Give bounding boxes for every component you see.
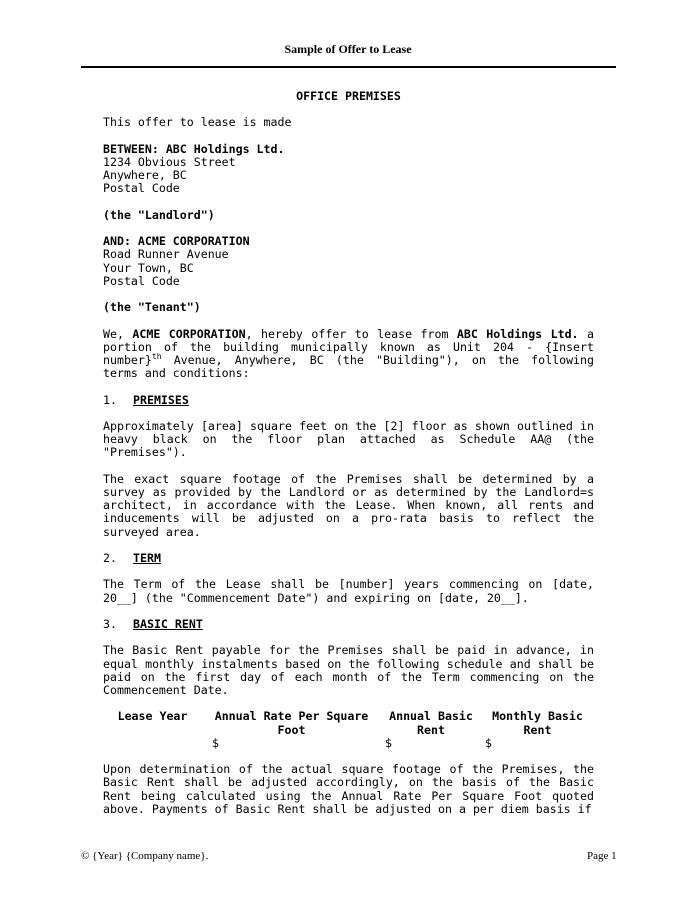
section-heading-premises: 1. PREMISES <box>103 392 189 407</box>
section-heading-term: 2. TERM <box>103 550 161 565</box>
landlord-name: ABC Holdings Ltd. <box>456 326 579 341</box>
section-heading-basic-rent: 3. BASIC RENT <box>103 616 203 631</box>
table-cell <box>103 737 202 750</box>
section-paragraph: The exact square footage of the Premises shall be determined by a survey as provided by the Landlord or as determined by the Landlord=s architect, in accordance with the Lease. When known, all rents and inducements will be adjusted on a pro-rata basis to reflect the surveyed area. <box>103 471 594 539</box>
rent-schedule-table <box>103 710 594 750</box>
page-header-title: Sample of Offer to Lease <box>284 42 412 56</box>
address-line: Your Town, BC <box>103 260 194 275</box>
section-paragraph: The Basic Rent payable for the Premises shall be paid in advance, in equal monthly instalments based on the following schedule and shall be paid on the first day of each month of the Term commencing on the Commencement Date. <box>103 643 594 697</box>
address-line: 1234 Obvious Street <box>103 154 236 169</box>
address-line: Postal Code <box>103 181 180 196</box>
intro-line: This offer to lease is made <box>103 115 292 130</box>
table-cell: $ <box>485 735 492 750</box>
section-title: TERM <box>133 550 161 565</box>
column-header: Annual Basic Rent <box>389 709 473 737</box>
address-line: Anywhere, BC <box>103 168 187 183</box>
column-header: Monthly Basic Rent <box>492 709 583 737</box>
column-header: Annual Rate Per Square Foot <box>214 709 369 737</box>
section-title: BASIC RENT <box>133 616 203 631</box>
section-paragraph: The Term of the Lease shall be [number] years commencing on [date, 20__] (the "Commencement Date") and expiring on [date, 20__]. <box>103 577 594 605</box>
offer-paragraph: We, ACME CORPORATION, hereby offer to lease from ABC Holdings Ltd. a portion of the building municipally known as Unit 204 - {Insert number}$^{th}$ Avenue, Anywhere, BC (the "Building"), on the following terms and conditions: <box>103 326 594 381</box>
header-divider <box>81 66 616 68</box>
footer-page-number: Page 1 <box>587 850 617 862</box>
table-cell: $ <box>212 735 219 750</box>
tenant-address <box>103 235 594 288</box>
footer-copyright: © {Year} {Company name}. <box>81 850 209 862</box>
section-title: PREMISES <box>133 392 189 407</box>
table-row <box>103 737 594 750</box>
address-line: Road Runner Avenue <box>103 247 229 262</box>
landlord-role: (the "Landlord") <box>103 207 215 222</box>
closing-paragraph: Upon determination of the actual square footage of the Premises, the Basic Rent shall be adjusted accordingly, on the basis of the Basic Rent being calculated using the Annual Rate Per Square Foot quoted above. Payments of Basic Rent shall be adjusted on a per diem basis if <box>103 762 594 816</box>
address-line: Postal Code <box>103 273 180 288</box>
tenant-role: (the "Tenant") <box>103 300 201 315</box>
table-cell: $ <box>385 735 392 750</box>
document-title: OFFICE PREMISES <box>296 89 401 103</box>
tenant-label: AND: ACME CORPORATION <box>103 234 250 249</box>
table-header-row <box>103 710 594 736</box>
landlord-label: BETWEEN: ABC Holdings Ltd. <box>103 141 285 156</box>
section-paragraph: Approximately [area] square feet on the [2] floor as shown outlined in heavy black on the floor plan attached as Schedule AA@ (the "Premises"). <box>103 418 594 460</box>
column-header: Lease Year <box>117 709 188 724</box>
tenant-name: ACME CORPORATION <box>132 326 246 341</box>
document-body <box>103 90 594 816</box>
landlord-address <box>103 143 594 196</box>
